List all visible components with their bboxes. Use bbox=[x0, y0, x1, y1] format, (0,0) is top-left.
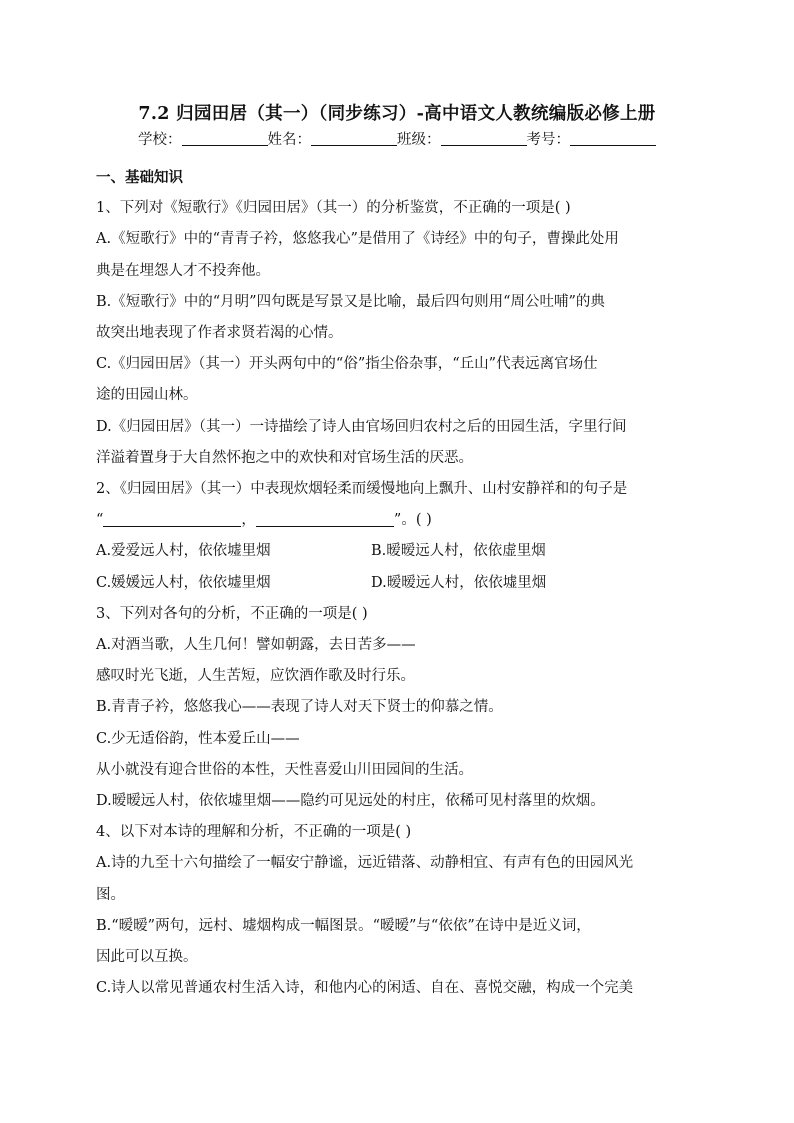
question-body bbox=[96, 162, 702, 1004]
question-1-option-a-cont: 典是在埋怨人才不投奔他。 bbox=[96, 262, 270, 279]
question-4-stem: 4、以下对本诗的理解和分析，不正确的一项是( ) bbox=[96, 824, 412, 841]
question-3-option-c: C.少无适俗韵，性本爱丘山—— bbox=[96, 730, 300, 747]
name-label: 姓名： bbox=[267, 132, 311, 148]
exam-no-label: 考号： bbox=[526, 132, 570, 148]
question-4-option-a: A.诗的九至十六句描绘了一幅安宁静谧，远近错落、动静相宜、有声有色的田园风光 bbox=[96, 855, 634, 872]
question-3-option-c-cont: 从小就没有迎合世俗的本性，天性喜爱山川田园间的生活。 bbox=[96, 761, 473, 778]
question-1-option-c-cont: 途的田园山林。 bbox=[96, 387, 198, 404]
question-4-option-a-cont: 图。 bbox=[96, 886, 125, 903]
question-3-stem: 3、下列对各句的分析，不正确的一项是( ) bbox=[96, 605, 368, 622]
school-blank[interactable] bbox=[182, 132, 268, 146]
school-label: 学校： bbox=[138, 132, 182, 148]
close-quote: ”。( ) bbox=[393, 512, 432, 529]
question-2-option-b: B.暧暧远人村，依依虚里烟 bbox=[371, 543, 546, 560]
name-blank[interactable] bbox=[311, 132, 397, 146]
question-1-stem: 1、下列对《短歌行》《归园田居》（其一）的分析鉴赏，不正确的一项是( ) bbox=[96, 200, 571, 217]
question-4-option-c: C.诗人以常见普通农村生活入诗，和他内心的闲适、自在、喜悦交融，构成一个完美 bbox=[96, 980, 634, 997]
question-4-option-b-cont: 因此可以互换。 bbox=[96, 949, 198, 966]
question-2-option-a: A.爱爱远人村，依依墟里烟 bbox=[96, 543, 271, 560]
fill-blank-2[interactable] bbox=[256, 512, 394, 527]
open-quote: “ bbox=[96, 512, 104, 529]
question-3-option-a: A.对酒当歌，人生几何！譬如朝露，去日苦多—— bbox=[96, 637, 416, 654]
question-2-stem: 2、《归园田居》（其一）中表现炊烟轻柔而缓慢地向上飘升、山村安静祥和的句子是 bbox=[96, 481, 628, 498]
question-1-option-b-cont: 故突出地表现了作者求贤若渴的心情。 bbox=[96, 325, 343, 342]
question-1-option-b: B.《短歌行》中的“月明”四句既是写景又是比喻，最后四句则用“周公吐哺”的典 bbox=[96, 293, 605, 310]
question-1-option-d: D.《归园田居》（其一）一诗描绘了诗人由官场回归农村之后的田园生活，字里行间 bbox=[96, 418, 627, 435]
question-2-option-d: D.暧暧远人村，依依墟里烟 bbox=[371, 574, 547, 591]
fill-blank-1[interactable] bbox=[103, 512, 241, 527]
question-3-option-a-cont: 感叹时光飞逝，人生苦短，应饮酒作歌及时行乐。 bbox=[96, 668, 415, 685]
section-heading: 一、基础知识 bbox=[96, 169, 183, 186]
exam-no-blank[interactable] bbox=[570, 132, 656, 146]
question-2-option-c: C.媛媛远人村，依依墟里烟 bbox=[96, 574, 271, 591]
class-blank[interactable] bbox=[441, 132, 527, 146]
student-info-line bbox=[0, 128, 794, 149]
document-title: 7.2 归园田居（其一）（同步练习）-高中语文人教统编版必修上册 bbox=[138, 104, 656, 124]
question-2-options-row-2 bbox=[96, 568, 702, 599]
question-1-option-a: A.《短歌行》中的“青青子衿，悠悠我心”是借用了《诗经》中的句子，曹操此处用 bbox=[96, 231, 619, 248]
question-3-option-d: D.暧暧远人村，依依墟里烟——隐约可见远处的村庄，依稀可见村落里的炊烟。 bbox=[96, 793, 605, 810]
question-3-option-b: B.青青子衿，悠悠我心——表现了诗人对天下贤士的仰慕之情。 bbox=[96, 699, 503, 716]
fill-comma: ， bbox=[241, 512, 256, 529]
question-2-options-row-1 bbox=[96, 536, 702, 567]
question-4-option-b: B.“暧暧”两句，远村、墟烟构成一幅图景。“暧暧”与“依依”在诗中是近义词， bbox=[96, 917, 591, 934]
question-2-fill-line bbox=[96, 505, 702, 536]
question-1-option-d-cont: 洋溢着置身于大自然怀抱之中的欢快和对官场生活的厌恶。 bbox=[96, 449, 473, 466]
question-1-option-c: C.《归园田居》（其一）开头两句中的“俗”指尘俗杂事，“丘山”代表远离官场仕 bbox=[96, 356, 598, 373]
class-label: 班级： bbox=[397, 132, 441, 148]
